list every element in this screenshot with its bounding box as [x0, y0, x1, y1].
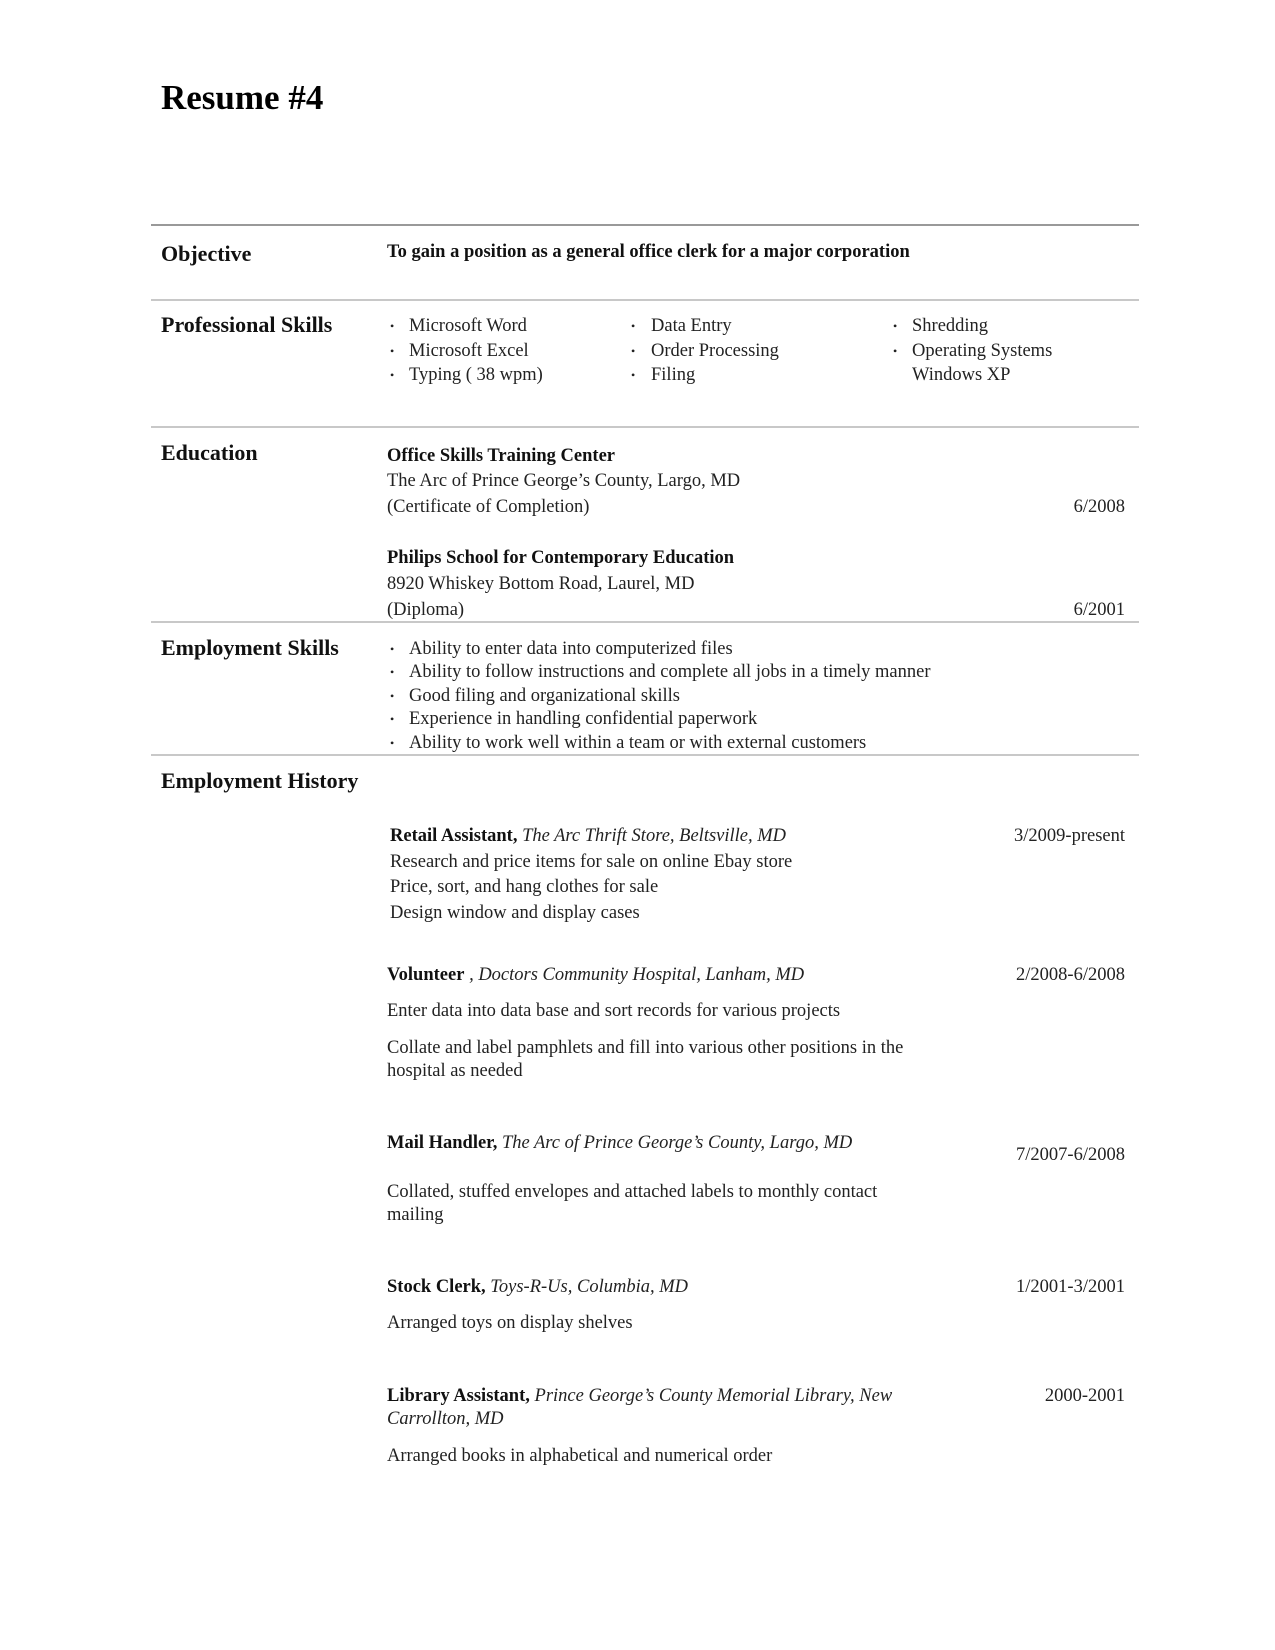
job-date: 7/2007-6/2008 [1016, 1145, 1125, 1165]
bullet-icon: • [390, 642, 395, 656]
employment-skill-item: Ability to enter data into computerized files [409, 639, 733, 659]
school-address: 8920 Whiskey Bottom Road, Laurel, MD [387, 574, 695, 594]
job-title: Mail Handler, [387, 1133, 498, 1153]
job-duty: mailing [387, 1205, 444, 1225]
job-employer: Toys-R-Us, Columbia, MD [490, 1277, 688, 1297]
job-date: 2000-2001 [1044, 1386, 1125, 1406]
job-employer: The Arc of Prince George’s County, Largo, MD [501, 1133, 853, 1153]
bullet-icon: • [390, 368, 395, 382]
page-title: Resume #4 [161, 78, 324, 117]
job-duty: Enter data into data base and sort records for various projects [387, 1001, 841, 1021]
employment-skills-heading: Employment Skills [161, 635, 339, 660]
job-employer: Carrollton, MD [387, 1409, 504, 1429]
job-title: Library Assistant, [387, 1386, 530, 1406]
objective-heading: Objective [161, 241, 252, 266]
divider [151, 299, 1139, 301]
professional-skills-heading: Professional Skills [161, 312, 333, 337]
job-duty: Collated, stuffed envelopes and attached labels to monthly contact [387, 1182, 878, 1202]
bullet-icon: • [893, 344, 898, 358]
job-duty: Arranged books in alphabetical and numerical order [387, 1446, 773, 1466]
school-address: The Arc of Prince George’s County, Largo, MD [387, 471, 741, 491]
job-date: 1/2001-3/2001 [1016, 1277, 1125, 1297]
job-duty: hospital as needed [387, 1061, 523, 1081]
bullet-icon: • [631, 319, 636, 333]
job-employer: The Arc Thrift Store, Beltsville, MD [522, 826, 787, 846]
skill-item: Microsoft Excel [409, 341, 529, 361]
job-title: Retail Assistant, [390, 826, 518, 846]
job-duty: Collate and label pamphlets and fill into various other positions in the [387, 1038, 904, 1058]
job-header [387, 1275, 688, 1299]
divider [151, 621, 1139, 623]
skill-item: Typing ( 38 wpm) [409, 365, 543, 385]
job-date: 2/2008-6/2008 [1016, 965, 1125, 985]
skill-item: Microsoft Word [409, 316, 527, 336]
school-name: Philips School for Contemporary Education [387, 548, 735, 568]
bullet-icon: • [631, 344, 636, 358]
objective-text: To gain a position as a general office clerk for a major corporation [387, 242, 910, 262]
skill-item: Order Processing [651, 341, 779, 361]
divider [151, 224, 1139, 226]
skill-item: Data Entry [651, 316, 732, 336]
bullet-icon: • [390, 344, 395, 358]
job-header [387, 1131, 852, 1155]
education-heading: Education [161, 440, 258, 465]
employment-history-heading: Employment History [161, 768, 359, 793]
education-date: 6/2001 [1073, 600, 1125, 620]
credential: (Certificate of Completion) [387, 497, 590, 517]
job-header [387, 963, 804, 987]
bullet-icon: • [390, 712, 395, 726]
bullet-icon: • [631, 368, 636, 382]
bullet-icon: • [390, 736, 395, 750]
credential: (Diploma) [387, 600, 465, 620]
job-title: Stock Clerk, [387, 1277, 486, 1297]
employment-skill-item: Experience in handling confidential paperwork [409, 709, 758, 729]
job-date: 3/2009-present [1014, 826, 1125, 846]
job-employer: Prince George’s County Memorial Library, New [534, 1386, 893, 1406]
job-duty: Research and price items for sale on online Ebay store [390, 852, 793, 872]
skill-item: Operating Systems [912, 341, 1053, 361]
bullet-icon: • [893, 319, 898, 333]
skill-item: Filing [651, 365, 696, 385]
job-duty: Design window and display cases [390, 903, 640, 923]
employment-skill-item: Ability to follow instructions and complete all jobs in a timely manner [409, 662, 931, 682]
job-title: Volunteer [387, 965, 465, 985]
school-name: Office Skills Training Center [387, 446, 615, 466]
divider [151, 426, 1139, 428]
employment-skill-item: Good filing and organizational skills [409, 686, 680, 706]
education-date: 6/2008 [1073, 497, 1125, 517]
job-duty: Price, sort, and hang clothes for sale [390, 877, 659, 897]
skill-item: Windows XP [912, 365, 1011, 385]
skill-item: Shredding [912, 316, 989, 336]
job-header [387, 1384, 892, 1408]
bullet-icon: • [390, 689, 395, 703]
bullet-icon: • [390, 665, 395, 679]
employment-skill-item: Ability to work well within a team or with external customers [409, 733, 867, 753]
job-duty: Arranged toys on display shelves [387, 1313, 633, 1333]
bullet-icon: • [390, 319, 395, 333]
job-employer: , Doctors Community Hospital, Lanham, MD [469, 965, 805, 985]
job-header [390, 824, 786, 848]
